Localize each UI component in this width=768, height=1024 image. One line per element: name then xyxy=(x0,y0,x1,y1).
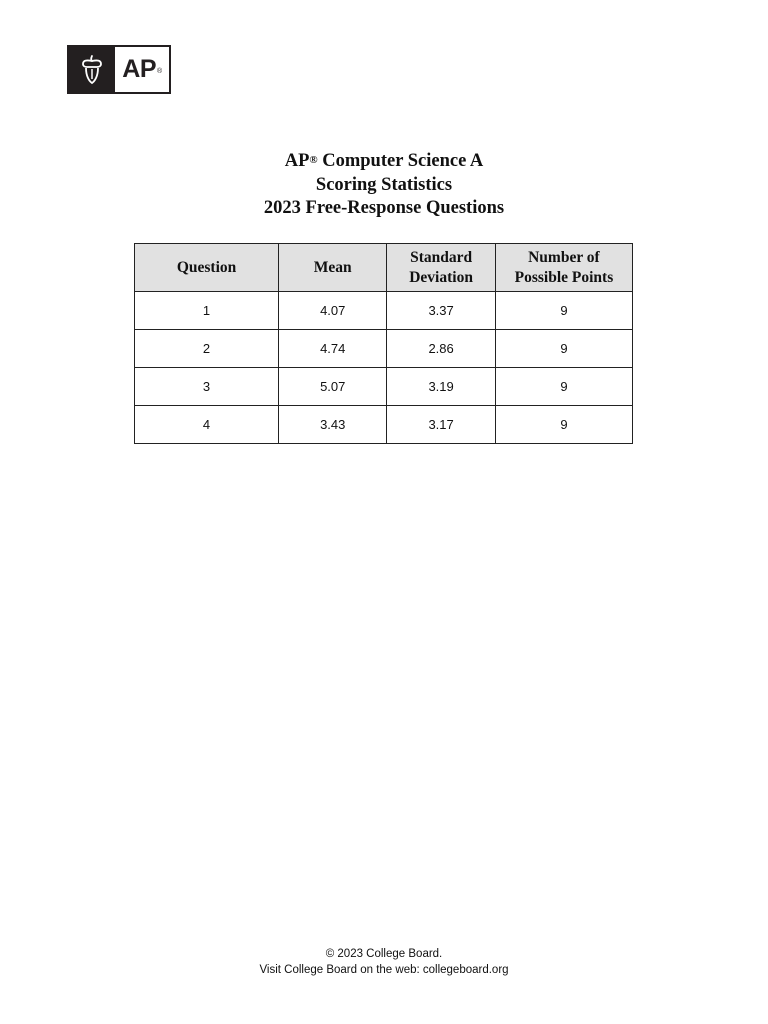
cell-std-dev: 3.19 xyxy=(387,368,496,406)
page-footer xyxy=(0,946,768,978)
cell-std-dev: 3.17 xyxy=(387,406,496,444)
cell-points: 9 xyxy=(495,292,632,330)
cell-std-dev: 3.37 xyxy=(387,292,496,330)
header-possible-points: Number of Possible Points xyxy=(495,244,632,292)
footer-visit-link: Visit College Board on the web: collegeboard.org xyxy=(259,964,509,976)
cell-mean: 3.43 xyxy=(279,406,387,444)
ap-logo-text: AP ® xyxy=(122,55,162,83)
table-row xyxy=(135,406,633,444)
cell-question: 3 xyxy=(135,368,279,406)
cell-question: 4 xyxy=(135,406,279,444)
table-row xyxy=(135,330,633,368)
table-header-row xyxy=(135,244,633,292)
ap-logo xyxy=(67,45,171,94)
table-row xyxy=(135,368,633,406)
header-question: Question xyxy=(135,244,279,292)
title-line-1: AP® Computer Science A xyxy=(284,151,484,171)
cell-points: 9 xyxy=(495,330,632,368)
document-title xyxy=(0,150,768,221)
cell-points: 9 xyxy=(495,368,632,406)
cell-question: 1 xyxy=(135,292,279,330)
cell-mean: 4.07 xyxy=(279,292,387,330)
scoring-statistics-table xyxy=(134,243,633,444)
acorn-icon xyxy=(69,47,115,92)
cell-mean: 5.07 xyxy=(279,368,387,406)
cell-points: 9 xyxy=(495,406,632,444)
footer-copyright: © 2023 College Board. xyxy=(325,948,443,960)
title-line-3: 2023 Free-Response Questions xyxy=(263,198,505,218)
title-line-2: Scoring Statistics xyxy=(315,174,453,195)
cell-question: 2 xyxy=(135,330,279,368)
cell-mean: 4.74 xyxy=(279,330,387,368)
cell-std-dev: 2.86 xyxy=(387,330,496,368)
header-mean: Mean xyxy=(279,244,387,292)
header-standard-deviation: Standard Deviation xyxy=(387,244,496,292)
table-row xyxy=(135,292,633,330)
